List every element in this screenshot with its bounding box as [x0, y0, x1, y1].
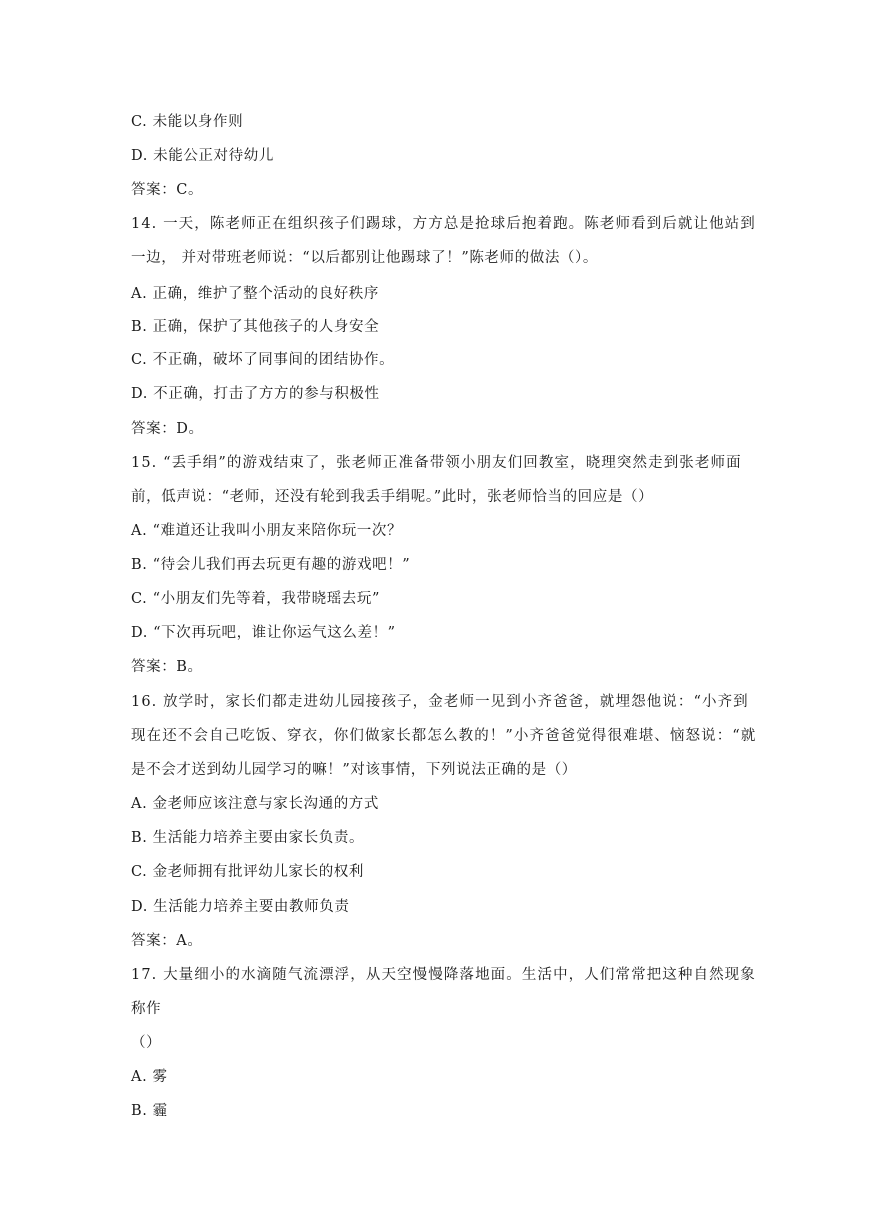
question-17-line-2: 称作 — [131, 1001, 162, 1017]
answer-q14: 答案：D。 — [131, 421, 204, 437]
answer-q15: 答案：B。 — [131, 659, 203, 675]
option-d-q14: D. 不正确，打击了方方的参与积极性 — [131, 386, 380, 402]
option-d-q13: D. 未能公正对待幼儿 — [131, 148, 274, 164]
answer-q13: 答案：C。 — [131, 182, 204, 198]
option-b-q15: B. “待会儿我们再去玩更有趣的游戏吧！” — [131, 557, 411, 573]
option-b-q14: B. 正确，保护了其他孩子的人身安全 — [131, 319, 380, 335]
question-14-line-2: 一边， 并对带班老师说：“以后都别让他踢球了！”陈老师的做法（）。 — [131, 250, 598, 266]
option-a-q14: A. 正确，维护了整个活动的良好秩序 — [131, 286, 379, 302]
question-16-line-2: 现在还不会自己吃饭、穿衣，你们做家长都怎么教的！”小齐爸爸觉得很难堪、恼怒说：“就 — [131, 728, 757, 744]
option-b-q16: B. 生活能力培养主要由家长负责。 — [131, 830, 365, 846]
option-b-q17: B. 霾 — [131, 1103, 168, 1119]
question-17-blank: （） — [131, 1035, 162, 1051]
option-a-q16: A. 金老师应该注意与家长沟通的方式 — [131, 796, 379, 812]
question-17-line-1: 17. 大量细小的水滴随气流漂浮，从天空慢慢降落地面。生活中，人们常常把这种自然现象 — [131, 967, 756, 983]
option-c-q13: C. 未能以身作则 — [131, 114, 244, 130]
answer-q16: 答案：A。 — [131, 933, 203, 949]
option-c-q16: C. 金老师拥有批评幼儿家长的权利 — [131, 864, 364, 880]
question-14-line-1: 14. 一天，陈老师正在组织孩子们踢球，方方总是抢球后抱着跑。陈老师看到后就让他站到 — [131, 216, 756, 232]
option-c-q14: C. 不正确，破坏了同事间的团结协作。 — [131, 352, 395, 368]
question-16-line-3: 是不会才送到幼儿园学习的嘛！”对该事情，下列说法正确的是（） — [131, 762, 577, 778]
question-16-line-1: 16. 放学时，家长们都走进幼儿园接孩子，金老师一见到小齐爸爸，就埋怨他说：“小齐到 — [131, 694, 749, 710]
question-15-line-1: 15. “丢手绢”的游戏结束了，张老师正准备带领小朋友们回教室，晓理突然走到张老师面 — [131, 455, 742, 471]
option-d-q15: D. “下次再玩吧，谁让你运气这么差！” — [131, 625, 396, 641]
option-c-q15: C. “小朋友们先等着，我带晓瑶去玩” — [131, 591, 381, 607]
option-d-q16: D. 生活能力培养主要由教师负责 — [131, 899, 350, 915]
option-a-q15: A. “难道还让我叫小朋友来陪你玩一次？ — [131, 523, 403, 539]
option-a-q17: A. 雾 — [131, 1069, 168, 1085]
question-15-line-2: 前，低声说：“老师，还没有轮到我丢手绢呢。”此时，张老师恰当的回应是（） — [131, 489, 654, 505]
